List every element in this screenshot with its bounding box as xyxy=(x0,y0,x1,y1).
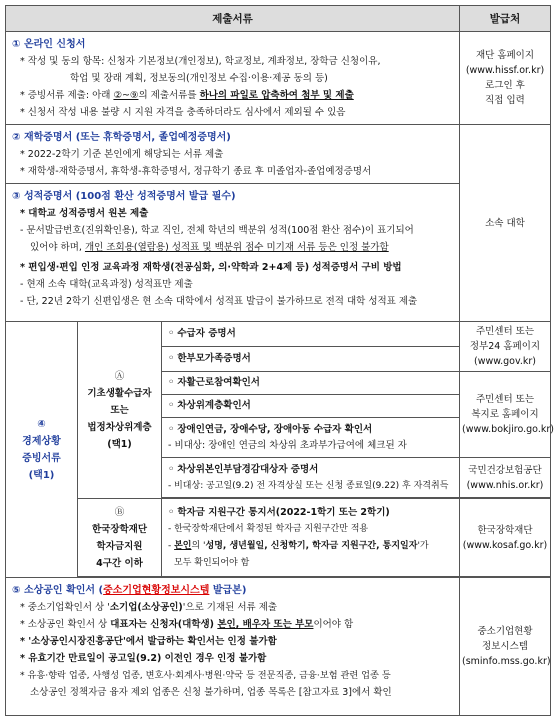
text-line: * '소상공인시장진흥공단'에서 발급하는 확인서는 인정 불가함 xyxy=(20,636,277,647)
section-small-business xyxy=(6,578,551,716)
text-line: * 중소기업확인서 상 '소기업(소상공인)'으로 기재된 서류 제출 xyxy=(20,602,278,613)
section-economic-proof-b xyxy=(6,499,551,577)
list-item: ◦ 자활근로참여확인서 xyxy=(162,372,460,395)
text-line: * 대학교 성적증명서 원본 제출 xyxy=(20,208,149,219)
issuer-online: 재단 홈페이지 (www.hissf.or.kr) 로그인 후 직접 입력 xyxy=(460,32,551,125)
list-item: ◦ 학자금 지원구간 통지서(2022-1학기 또는 2학기) - 한국장학재단에서 확정된 학자금 지원구간만 적용 - 본인의 '성명, 생년월일, 신청학기, 학자금 지원구간, 통지일자'가 모두 확인되어야 함 xyxy=(162,499,460,577)
basic-livelihood-label: Ⓐ 기초생활수급자 또는 법정차상위계층 (택1) xyxy=(78,322,162,499)
text-line: * 유효기간 만료일이 공고일(9.2) 이전인 경우 인정 불가함 xyxy=(20,653,267,664)
text-line: * 증빙서류 제출: 아래 ②~⑨의 제출서류를 하나의 파일로 압축하여 첨부 및 제출 xyxy=(20,90,354,101)
list-item: ◦ 장애인연금, 장애수당, 장애아동 수급자 확인서 - 비대상: 장애인 연금의 차상위 초과부가급여에 체크된 자 xyxy=(162,418,460,458)
text-line: * 편입생·편입 인정 교육과정 재학생(전공심화, 의·약학과 2+4제 등) 성적증명서 구비 방법 xyxy=(20,262,402,273)
text-line: - 문서발급번호(진위확인용), 학교 직인, 전체 학년의 백분위 성적(100점 환산 점수)이 표기되어 xyxy=(20,225,414,236)
issuer-sminfo: 중소기업현황 정보시스템 (sminfo.mss.go.kr) xyxy=(460,578,551,716)
issuer-gov24: 주민센터 또는 정부24 홈페이지 (www.gov.kr) xyxy=(460,322,551,372)
list-item: ◦ 차상위계층확인서 xyxy=(162,395,460,418)
document xyxy=(5,5,554,716)
text-line: 있어야 하며, 개인 조회용(열람용) 성적표 및 백분위 점수 미기재 서류 등은 인정 불가함 xyxy=(30,242,389,253)
issuer-bokjiro: 주민센터 또는 복지로 홈페이지 (www.bokjiro.go.kr) xyxy=(460,372,551,458)
text-line: 학업 및 장래 계획, 정보동의(개인정보 수집·이용·제공 동의 등) xyxy=(70,73,328,84)
list-item: ◦ 한부모가족증명서 xyxy=(162,347,460,372)
submission-table xyxy=(5,5,554,716)
header-issuer: 발급처 xyxy=(460,6,551,32)
section-economic-proof-a1 xyxy=(6,322,551,347)
section-enrollment-certificate xyxy=(6,125,551,184)
text-line: * 작성 및 동의 항목: 신청자 기본정보(개인정보), 학교정보, 계좌정보, 장학금 신청이유, xyxy=(20,56,381,67)
economic-proof-label: ④ 경제상황 증빙서류 (택1) xyxy=(6,322,78,578)
list-item: ◦ 수급자 증명서 xyxy=(162,322,460,347)
table-header xyxy=(6,6,551,32)
section-online-application xyxy=(6,32,551,125)
section-title: ② 재학증명서 (또는 휴학증명서, 졸업예정증명서) xyxy=(12,132,231,143)
text-line: * 신청서 작성 내용 불량 시 지원 자격을 충족하더라도 심사에서 제외될 수 있음 xyxy=(20,107,346,118)
issuer-kosaf: 한국장학재단 (www.kosaf.go.kr) xyxy=(460,499,551,577)
header-documents: 제출서류 xyxy=(6,6,460,32)
section-title: ③ 성적증명서 (100점 환산 성적증명서 발급 필수) xyxy=(12,191,236,202)
text-line: * 소상공인 확인서 상 대표자는 신청자(대학생) 본인, 배우자 또는 부모이어야 함 xyxy=(20,619,354,630)
section-title: ⑤ 소상공인 확인서 (중소기업현황정보시스템 발급본) xyxy=(12,585,247,596)
text-line: - 현재 소속 대학(교육과정) 성적표만 제출 xyxy=(20,279,193,290)
text-line: * 2022-2학기 기준 본인에게 해당되는 서류 제출 xyxy=(20,149,224,160)
text-line: - 단, 22년 2학기 신편입생은 현 소속 대학에서 성적표 발급이 불가하므로 전적 대학 성적표 제출 xyxy=(20,296,418,307)
issuer-nhis: 국민건강보험공단 (www.nhis.or.kr) xyxy=(460,458,551,498)
list-item: ◦ 차상위본인부담경감대상자 증명서 - 비대상: 공고일(9.2) 전 자격상실 또는 신청 종료일(9.22) 후 자격취득 xyxy=(162,458,460,498)
text-line: * 재학생-재학증명서, 휴학생-휴학증명서, 정규학기 종료 후 미졸업자-졸업예정증명서 xyxy=(20,166,372,177)
section-title: ① 온라인 신청서 xyxy=(12,39,86,50)
text-line: 소상공인 정책자금 융자 제외 업종은 신청 불가하며, 업종 목록은 [참고자료 3]에서 확인 xyxy=(30,687,392,698)
text-line: * 유흥·향락 업종, 사행성 업종, 변호사·회계사·병원·약국 등 전문직종, 금융·보험 관련 업종 등 xyxy=(20,670,391,681)
issuer-university: 소속 대학 xyxy=(460,125,551,322)
kosaf-label: Ⓑ 한국장학재단 학자금지원 4구간 이하 xyxy=(78,499,162,577)
